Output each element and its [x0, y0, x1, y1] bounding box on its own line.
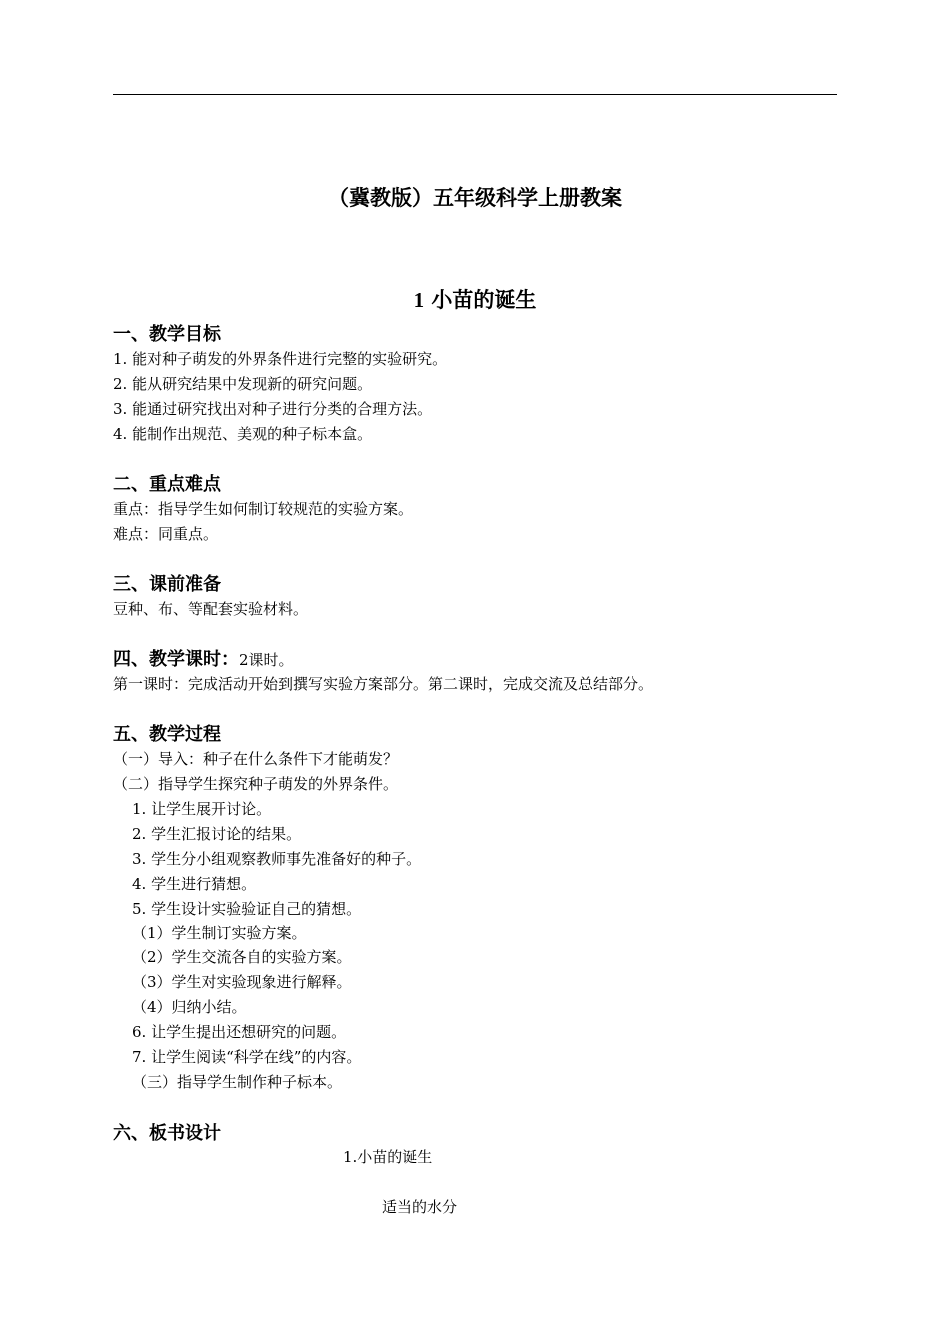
process-heading: 五、教学过程 [113, 724, 221, 745]
header-rule [113, 94, 837, 95]
process-line: （1）学生制订实验方案。 [132, 924, 307, 942]
process-line: 1. 让学生展开讨论。 [132, 800, 272, 818]
periods-heading-label: 四、教学课时： [113, 649, 239, 670]
difficulty-text: 难点：同重点。 [113, 525, 219, 543]
process-line: 3. 学生分小组观察教师事先准备好的种子。 [132, 850, 422, 868]
goals-heading: 一、教学目标 [113, 324, 221, 345]
key-points-heading: 二、重点难点 [113, 474, 221, 495]
process-line: （3）学生对实验现象进行解释。 [132, 973, 352, 991]
board-heading: 六、板书设计 [113, 1123, 221, 1144]
lesson-title [0, 285, 950, 315]
process-line: （二）指导学生探究种子萌发的外界条件。 [113, 775, 399, 793]
periods-heading [113, 647, 294, 673]
process-line: 6. 让学生提出还想研究的问题。 [132, 1023, 347, 1041]
goal-item: 1. 能对种子萌发的外界条件进行完整的实验研究。 [113, 350, 448, 368]
board-line: 适当的水分 [382, 1198, 458, 1216]
process-line: 4. 学生进行猜想。 [132, 875, 257, 893]
process-line: 7. 让学生阅读“科学在线”的内容。 [132, 1048, 362, 1066]
periods-text: 第一课时：完成活动开始到撰写实验方案部分。第二课时，完成交流及总结部分。 [113, 675, 654, 693]
board-title: 1.小苗的诞生 [343, 1148, 433, 1166]
process-line: 5. 学生设计实验验证自己的猜想。 [132, 900, 362, 918]
document-title: （冀教版）五年级科学上册教案 [328, 186, 622, 210]
process-line: （三）指导学生制作种子标本。 [132, 1073, 343, 1091]
process-line: （2）学生交流各自的实验方案。 [132, 948, 352, 966]
process-line: 2. 学生汇报讨论的结果。 [132, 825, 302, 843]
preparation-heading: 三、课前准备 [113, 574, 221, 595]
goal-item: 2. 能从研究结果中发现新的研究问题。 [113, 375, 373, 393]
preparation-text: 豆种、布、等配套实验材料。 [113, 600, 309, 618]
process-line: （4）归纳小结。 [132, 998, 247, 1016]
periods-heading-value: 2课时。 [239, 651, 294, 669]
lesson-number: 1 [413, 288, 425, 312]
goal-item: 3. 能通过研究找出对种子进行分类的合理方法。 [113, 400, 433, 418]
process-line: （一）导入：种子在什么条件下才能萌发？ [113, 750, 399, 768]
key-point-text: 重点：指导学生如何制订较规范的实验方案。 [113, 500, 414, 518]
goal-item: 4. 能制作出规范、美观的种子标本盒。 [113, 425, 373, 443]
lesson-name: 小苗的诞生 [431, 288, 537, 312]
